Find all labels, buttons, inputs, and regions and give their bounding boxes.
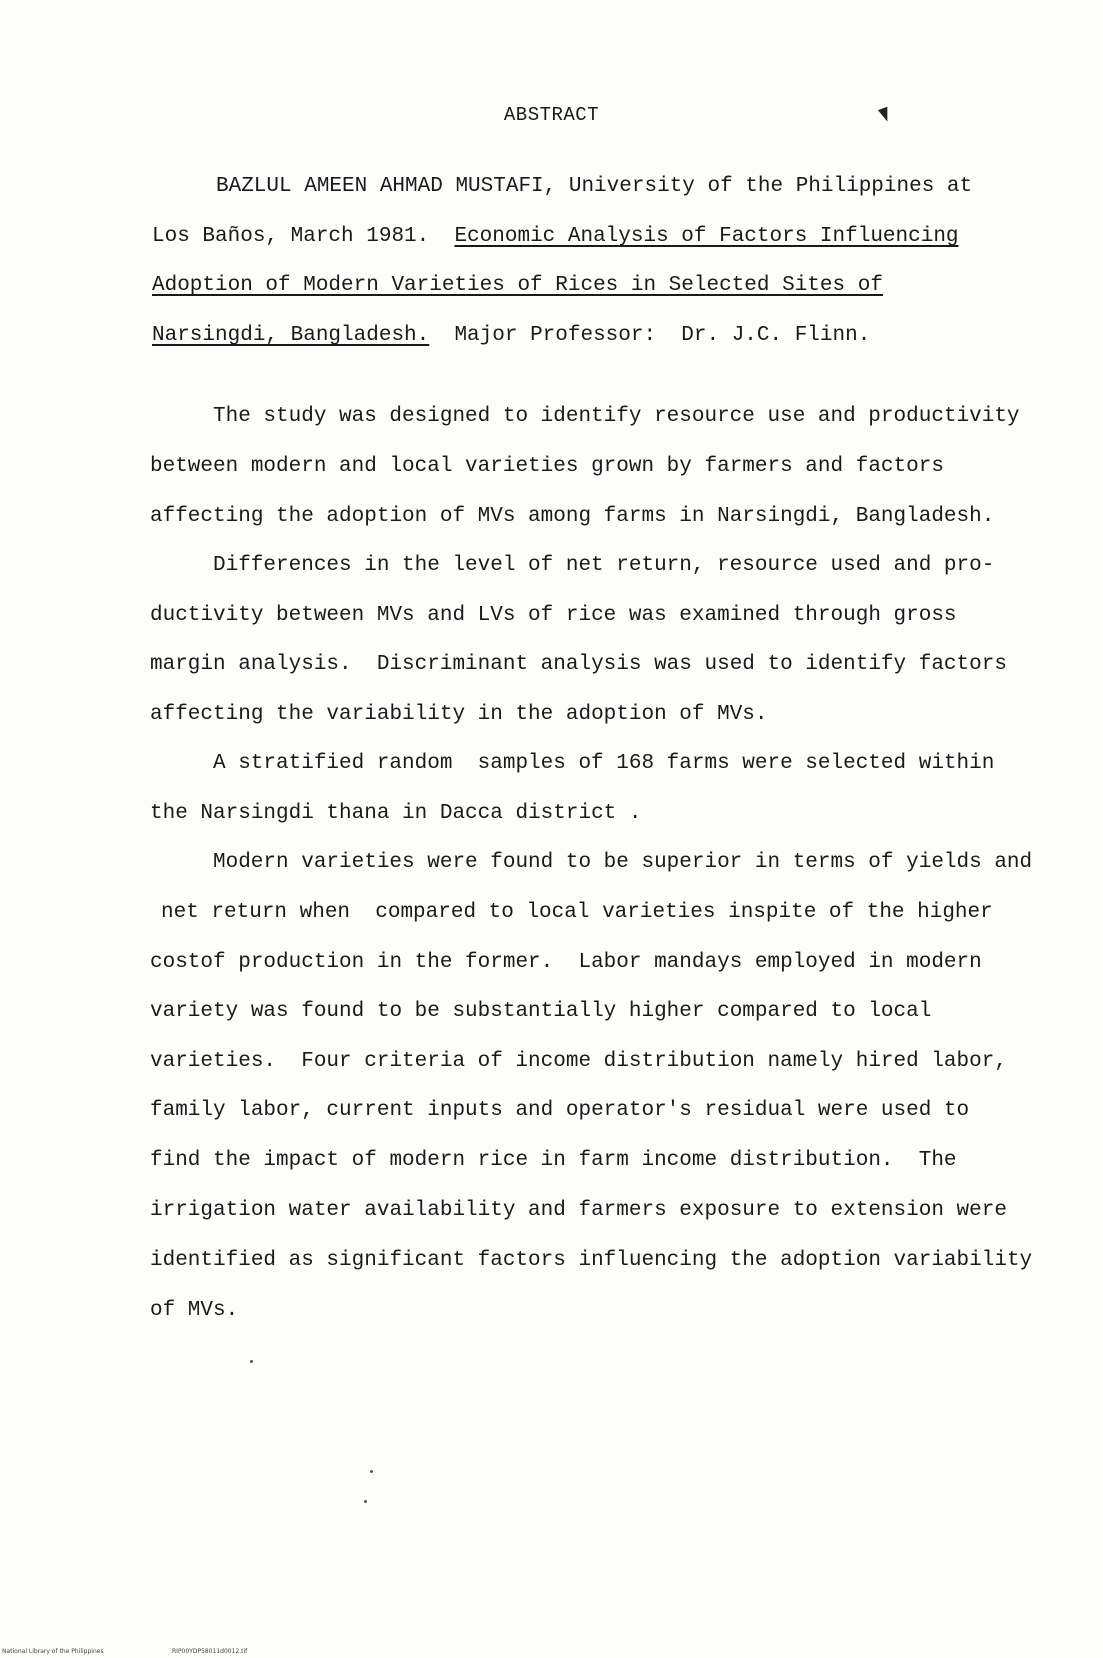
footer-file-id: RIP00YDP58011d0012.tif: [172, 1648, 248, 1655]
body-line: of MVs.: [150, 1299, 239, 1322]
body-line: irrigation water availability and farmers exposure to extension were: [150, 1199, 1007, 1222]
scan-speck: [370, 1470, 373, 1473]
body-line: ductivity between MVs and LVs of rice was examined through gross: [150, 604, 957, 627]
body-line: A stratified random samples of 168 farms were selected within: [213, 752, 995, 775]
major-professor: Major Professor: Dr. J.C. Flinn.: [429, 324, 871, 347]
citation-place-date: Los Baños, March 1981.: [152, 225, 455, 248]
body-line: between modern and local varieties grown by farmers and factors: [150, 455, 944, 478]
body-line: net return when compared to local varieties inspite of the higher: [161, 901, 993, 924]
body-line: Modern varieties were found to be superior in terms of yields and: [213, 851, 1033, 874]
footer-library-name: National Library of the Philippines: [2, 1648, 104, 1655]
body-line: find the impact of modern rice in farm income distribution. The: [150, 1149, 957, 1172]
body-line: costof production in the former. Labor mandays employed in modern: [150, 951, 982, 974]
body-line: The study was designed to identify resource use and productivity: [213, 405, 1020, 428]
thesis-title-part-1: Economic Analysis of Factors Influencing: [454, 225, 959, 248]
citation-line-2: [152, 224, 959, 250]
body-line: margin analysis. Discriminant analysis was used to identify factors: [150, 653, 1007, 676]
body-line: variety was found to be substantially higher compared to local: [150, 1000, 932, 1023]
citation-line-1: BAZLUL AMEEN AHMAD MUSTAFI, University of the Philippines at: [216, 175, 973, 198]
scan-speck: [250, 1360, 253, 1363]
body-line: varieties. Four criteria of income distribution namely hired labor,: [150, 1050, 1007, 1073]
citation-line-4: [152, 323, 870, 349]
abstract-heading: ABSTRACT: [503, 104, 600, 126]
body-line: identified as significant factors influencing the adoption variability: [150, 1249, 1033, 1272]
thesis-title-part-2: Adoption of Modern Varieties of Rices in Selected Sites of: [152, 274, 883, 297]
body-line: affecting the variability in the adoption of MVs.: [150, 703, 768, 726]
thesis-title-part-3: Narsingdi, Bangladesh.: [152, 324, 430, 347]
body-line: the Narsingdi thana in Dacca district .: [150, 802, 642, 825]
body-line: Differences in the level of net return, resource used and pro-: [213, 554, 995, 577]
body-line: affecting the adoption of MVs among farms in Narsingdi, Bangladesh.: [150, 505, 995, 528]
scan-speck: [364, 1500, 367, 1503]
body-line: family labor, current inputs and operator's residual were used to: [150, 1099, 970, 1122]
